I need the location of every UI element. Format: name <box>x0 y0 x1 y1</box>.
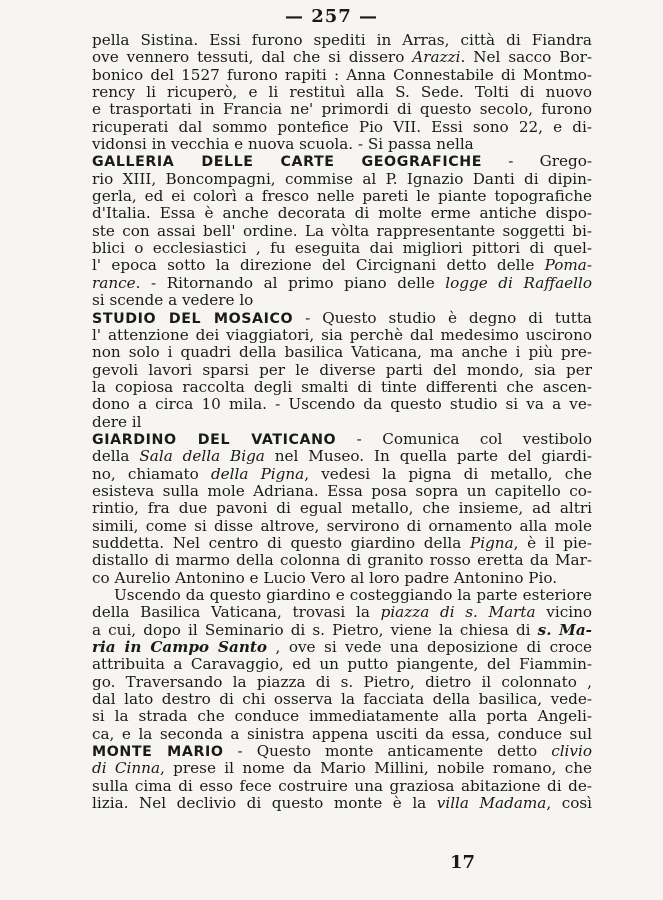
text-line <box>92 466 592 483</box>
text-line <box>92 205 592 222</box>
line-text-continued: nel Museo. In quella parte del giardi- <box>264 447 592 466</box>
line-text: si la strada che conduce immediatamente alla porta Angeli- <box>92 707 592 726</box>
line-text: d'Italia. Essa è anche decorata di molte erme antiche dispo- <box>92 204 592 223</box>
line-text: attribuita a Caravaggio, ed un putto piangente, del Fiammin- <box>92 655 592 674</box>
italic-bold-text: s. Ma- <box>537 620 592 639</box>
text-line <box>92 691 592 708</box>
italic-text: clivio <box>551 742 592 761</box>
line-text: dal lato destro di chi osserva la facciata della basilica, vede- <box>92 690 592 709</box>
line-text: - Questo studio è degno di tutta <box>293 308 592 327</box>
line-text: si scende a vedere lo <box>92 291 254 310</box>
line-text: della Basilica Vaticana, trovasi la <box>92 603 381 622</box>
line-text: dono a circa 10 mila. - Uscendo da questo studio si va a ve- <box>92 395 592 414</box>
italic-text: villa Madama <box>436 794 547 813</box>
text-line <box>92 483 592 500</box>
text-line <box>92 32 592 49</box>
text-line <box>92 500 592 517</box>
italic-text: rance <box>92 273 136 292</box>
text-line <box>92 188 592 205</box>
line-text: ste con assai bell' ordine. La vòlta rappresentante soggetti bi- <box>92 221 592 240</box>
text-line <box>92 101 592 118</box>
line-text: go. Traversando la piazza di s. Pietro, dietro il colonnato , <box>92 672 592 691</box>
text-line <box>92 639 592 656</box>
italic-text: Arazzi <box>412 48 461 67</box>
line-text: rio XIII, Boncompagni, commise al P. Ignazio Danti di dipin- <box>92 169 592 188</box>
line-text: vidonsi in vecchia e nuova scuola. - Si passa nella <box>92 135 474 154</box>
page-body-text <box>92 32 592 812</box>
line-text-continued: vicino <box>535 603 592 622</box>
text-line <box>92 67 592 84</box>
line-text: lizia. Nel declivio di questo monte è la <box>92 794 437 813</box>
line-text: ca, e la seconda a sinistra appena usciti da essa, conduce sul <box>92 724 592 743</box>
text-line <box>92 552 592 569</box>
text-line <box>92 795 592 812</box>
line-text: simili, come si disse altrove, servirono di ornamento alla mole <box>92 516 592 535</box>
text-line <box>92 136 592 153</box>
text-line <box>92 708 592 725</box>
text-line <box>92 119 592 136</box>
line-text: pella Sistina. Essi furono spediti in Arras, città di Fiandra <box>92 31 592 49</box>
text-line <box>92 310 592 327</box>
text-line <box>92 257 592 274</box>
text-line <box>92 726 592 743</box>
text-line <box>92 171 592 188</box>
section-heading: GALLERIA DELLE CARTE GEOGRAFICHE <box>92 154 483 171</box>
line-text: . - Ritornando al primo piano delle <box>135 273 446 292</box>
text-line <box>92 431 592 448</box>
section-heading: STUDIO DEL MOSAICO <box>92 310 294 327</box>
text-line <box>92 570 592 587</box>
text-line <box>92 778 592 795</box>
text-line <box>92 518 592 535</box>
italic-text: Pigna <box>470 533 514 552</box>
text-line <box>92 587 592 604</box>
text-line <box>92 448 592 465</box>
line-text: e trasportati in Francia ne' primordi di questo secolo, furono <box>92 100 592 119</box>
text-line <box>92 84 592 101</box>
italic-text: logge di Raffaello <box>445 273 592 292</box>
italic-text: piazza di s. Marta <box>380 603 536 622</box>
line-text: bonico del 1527 furono rapiti : Anna Connestabile di Montmo- <box>92 65 592 84</box>
line-text-continued: , vedesi la pigna di metallo, che <box>304 464 592 483</box>
text-line <box>92 535 592 552</box>
text-line <box>92 622 592 639</box>
line-text: non solo i quadri della basilica Vaticana, ma anche i più pre- <box>92 343 592 362</box>
line-text: distallo di marmo della colonna di granito rosso eretta da Mar- <box>92 551 592 570</box>
line-text: rintio, fra due pavoni di egual metallo, che insieme, ad altri <box>92 499 592 518</box>
line-text: blici o ecclesiastici , fu eseguita dai migliori pittori di quel- <box>92 239 592 258</box>
line-text: ove vennero tessuti, dal che si dissero <box>92 48 413 67</box>
line-text: - Grego- <box>482 152 592 171</box>
line-text: Uscendo da questo giardino e costeggiando la parte esteriore <box>114 586 592 604</box>
text-line <box>92 153 592 170</box>
line-text: ricuperati dal sommo pontefice Pio VII. Essi sono 22, e di- <box>92 117 592 136</box>
text-line <box>92 604 592 621</box>
line-text: , ove si vede una deposizione di croce <box>267 638 592 657</box>
text-line <box>92 362 592 379</box>
line-text: la copiosa raccolta degli smalti di tinte differenti che ascen- <box>92 377 592 396</box>
text-line <box>92 292 592 309</box>
text-line <box>92 396 592 413</box>
section-heading: GIARDINO DEL VATICANO <box>92 431 337 448</box>
text-line <box>92 674 592 691</box>
line-text: suddetta. Nel centro di questo giardino della <box>92 533 470 552</box>
line-text: - Questo monte anticamente detto <box>223 742 552 761</box>
italic-text: Poma- <box>544 256 592 275</box>
line-text-continued: , così <box>546 794 592 813</box>
section-heading: MONTE MARIO <box>92 744 224 761</box>
line-text: no, chiamato <box>92 464 211 483</box>
line-text: l' attenzione dei viaggiatori, sia perchè dal medesimo uscirono <box>92 325 592 344</box>
line-text: della <box>92 447 140 466</box>
page-header: — 257 — <box>284 6 379 27</box>
italic-text: della Pigna <box>210 464 305 483</box>
line-text: l' epoca sotto la direzione del Circignani detto delle <box>92 256 545 275</box>
italic-text: di Cinna <box>92 759 161 778</box>
line-text-continued: , è il pie- <box>513 533 593 552</box>
italic-text: Sala della Biga <box>139 447 265 466</box>
text-line <box>92 344 592 361</box>
line-text: esisteva sulla mole Adriana. Essa posa sopra un capitello co- <box>92 481 592 500</box>
text-line <box>92 743 592 760</box>
text-line <box>92 327 592 344</box>
line-text: - Comunica col vestibolo <box>336 429 592 448</box>
line-text-continued: . Nel sacco Bor- <box>460 48 592 67</box>
line-text: gerla, ed ei colorì a fresco nelle pareti le piante topografiche <box>92 187 592 206</box>
text-line <box>92 49 592 66</box>
line-text: a cui, dopo il Seminario di s. Pietro, viene la chiesa di <box>92 620 538 639</box>
text-line <box>92 760 592 777</box>
text-line <box>92 656 592 673</box>
line-text: rency li ricuperò, e li restituì alla S. Sede. Tolti di nuovo <box>92 83 592 102</box>
text-line <box>92 379 592 396</box>
text-line <box>92 223 592 240</box>
line-text: , prese il nome da Mario Millini, nobile romano, che <box>160 759 592 778</box>
italic-bold-text: ria in Campo Santo <box>92 638 268 657</box>
line-text: sulla cima di esso fece costruire una graziosa abitazione di de- <box>92 776 592 795</box>
text-line <box>92 414 592 431</box>
line-text: co Aurelio Antonino e Lucio Vero al loro padre Antonino Pio. <box>92 568 558 587</box>
signature-mark: 17 <box>450 852 476 873</box>
line-text: dere il <box>92 412 142 431</box>
text-line <box>92 275 592 292</box>
line-text: gevoli lavori sparsi per le diverse parti del mondo, sia per <box>92 360 592 379</box>
text-line <box>92 240 592 257</box>
